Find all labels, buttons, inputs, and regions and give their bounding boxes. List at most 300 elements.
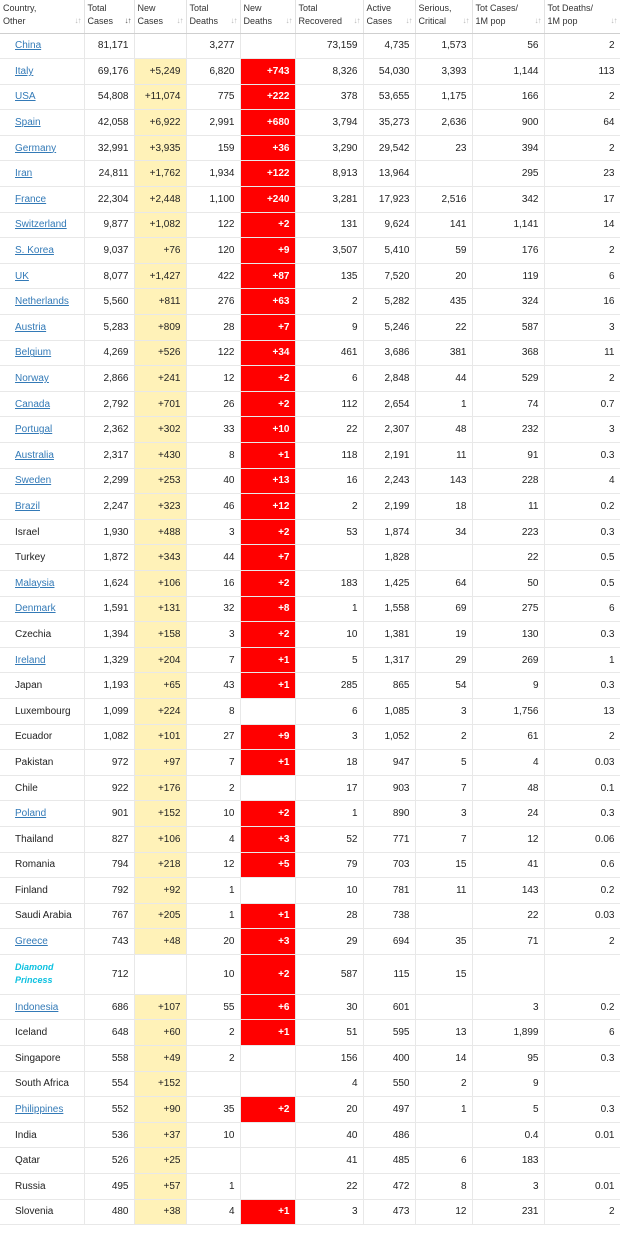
- cell-serious-critical: 1,175: [415, 84, 472, 110]
- cell-new-deaths: +2: [240, 1097, 295, 1123]
- table-row: [0, 698, 620, 724]
- cell-active-cases: 1,425: [363, 570, 415, 596]
- cell-deaths-per-1m: 2: [544, 33, 620, 59]
- cell-new-deaths: +122: [240, 161, 295, 187]
- table-row: [0, 1097, 620, 1123]
- cell-total-deaths: 122: [186, 212, 240, 238]
- table-row: [0, 878, 620, 904]
- cell-country[interactable]: Canada: [0, 391, 84, 417]
- cell-active-cases: 1,317: [363, 647, 415, 673]
- table-row: [0, 570, 620, 596]
- cell-deaths-per-1m: 0.3: [544, 519, 620, 545]
- cell-new-deaths: +13: [240, 468, 295, 494]
- cell-total-deaths: 2: [186, 1046, 240, 1072]
- cell-country[interactable]: Philippines: [0, 1097, 84, 1123]
- cell-cases-per-1m: [472, 954, 544, 994]
- cell-deaths-per-1m: 113: [544, 59, 620, 85]
- cell-country: Czechia: [0, 622, 84, 648]
- table-row: [0, 468, 620, 494]
- cell-active-cases: 53,655: [363, 84, 415, 110]
- cell-total-deaths: 4: [186, 1199, 240, 1225]
- cell-new-deaths: +1: [240, 750, 295, 776]
- cell-total-cases: 2,792: [84, 391, 134, 417]
- cell-total-recovered: 10: [295, 878, 363, 904]
- cell-new-deaths: +5: [240, 852, 295, 878]
- cell-total-recovered: 20: [295, 1097, 363, 1123]
- cell-new-deaths: +34: [240, 340, 295, 366]
- cell-country[interactable]: Italy: [0, 59, 84, 85]
- cell-cases-per-1m: 130: [472, 622, 544, 648]
- cell-total-deaths: 122: [186, 340, 240, 366]
- cell-total-cases: 22,304: [84, 187, 134, 213]
- cell-new-cases: +205: [134, 903, 186, 929]
- cell-new-cases: +176: [134, 775, 186, 801]
- cell-total-cases: 554: [84, 1071, 134, 1097]
- cell-new-deaths: +7: [240, 545, 295, 571]
- cell-total-recovered: 40: [295, 1122, 363, 1148]
- table-row: [0, 315, 620, 341]
- column-header-total-recovered[interactable]: [295, 0, 363, 33]
- cell-new-deaths: +2: [240, 212, 295, 238]
- table-row: [0, 852, 620, 878]
- cell-active-cases: 497: [363, 1097, 415, 1123]
- cell-active-cases: 1,558: [363, 596, 415, 622]
- cell-total-cases: 2,362: [84, 417, 134, 443]
- cell-total-deaths: 2,991: [186, 110, 240, 136]
- cell-serious-critical: 1,573: [415, 33, 472, 59]
- cell-total-cases: 9,877: [84, 212, 134, 238]
- column-header-new-deaths[interactable]: [240, 0, 295, 33]
- cell-serious-critical: 44: [415, 366, 472, 392]
- cell-new-cases: +38: [134, 1199, 186, 1225]
- cell-total-deaths: 6,820: [186, 59, 240, 85]
- column-header-label: Total Deaths: [189, 3, 219, 26]
- cell-total-cases: 1,930: [84, 519, 134, 545]
- cell-country: Russia: [0, 1174, 84, 1200]
- cell-active-cases: 1,381: [363, 622, 415, 648]
- cell-country[interactable]: Indonesia: [0, 994, 84, 1020]
- cell-country[interactable]: USA: [0, 84, 84, 110]
- cell-active-cases: 485: [363, 1148, 415, 1174]
- cell-total-cases: 1,193: [84, 673, 134, 699]
- cell-total-cases: 922: [84, 775, 134, 801]
- cell-cases-per-1m: 176: [472, 238, 544, 264]
- table-row: [0, 647, 620, 673]
- cell-country[interactable]: Austria: [0, 315, 84, 341]
- cell-country[interactable]: Poland: [0, 801, 84, 827]
- table-row: [0, 135, 620, 161]
- cell-cases-per-1m: 269: [472, 647, 544, 673]
- cell-cases-per-1m: 71: [472, 929, 544, 955]
- cell-total-cases: 2,317: [84, 443, 134, 469]
- cell-cases-per-1m: 22: [472, 903, 544, 929]
- cell-country[interactable]: Switzerland: [0, 212, 84, 238]
- cell-new-deaths: +1: [240, 1020, 295, 1046]
- column-header-label: Total Cases: [87, 3, 114, 26]
- column-header-active-cases[interactable]: [363, 0, 415, 33]
- cell-active-cases: 771: [363, 826, 415, 852]
- cell-country[interactable]: Greece: [0, 929, 84, 955]
- cell-new-deaths: +10: [240, 417, 295, 443]
- cell-active-cases: 400: [363, 1046, 415, 1072]
- column-header-country[interactable]: [0, 0, 84, 33]
- cell-cases-per-1m: 61: [472, 724, 544, 750]
- cell-new-cases: +11,074: [134, 84, 186, 110]
- cell-active-cases: 115: [363, 954, 415, 994]
- cell-new-cases: +57: [134, 1174, 186, 1200]
- cell-country[interactable]: UK: [0, 263, 84, 289]
- cell-serious-critical: 3: [415, 698, 472, 724]
- cell-deaths-per-1m: 0.5: [544, 545, 620, 571]
- cell-new-deaths: +2: [240, 622, 295, 648]
- cell-new-cases: +37: [134, 1122, 186, 1148]
- cell-total-recovered: 8,913: [295, 161, 363, 187]
- cell-total-cases: 686: [84, 994, 134, 1020]
- cell-country[interactable]: Denmark: [0, 596, 84, 622]
- cell-country: India: [0, 1122, 84, 1148]
- table-row: [0, 1020, 620, 1046]
- cell-total-recovered: 118: [295, 443, 363, 469]
- cell-country: Finland: [0, 878, 84, 904]
- cell-country: Turkey: [0, 545, 84, 571]
- cell-total-cases: 69,176: [84, 59, 134, 85]
- cell-serious-critical: 14: [415, 1046, 472, 1072]
- cell-cases-per-1m: 9: [472, 1071, 544, 1097]
- cell-new-cases: [134, 33, 186, 59]
- cell-total-deaths: 40: [186, 468, 240, 494]
- cell-total-deaths: 12: [186, 366, 240, 392]
- cell-serious-critical: 64: [415, 570, 472, 596]
- cell-serious-critical: 13: [415, 1020, 472, 1046]
- cell-new-cases: +65: [134, 673, 186, 699]
- cell-country[interactable]: Netherlands: [0, 289, 84, 315]
- cell-country[interactable]: China: [0, 33, 84, 59]
- cell-total-cases: 9,037: [84, 238, 134, 264]
- cell-deaths-per-1m: 0.2: [544, 994, 620, 1020]
- cell-country: Singapore: [0, 1046, 84, 1072]
- table-row: [0, 903, 620, 929]
- cell-new-deaths: +240: [240, 187, 295, 213]
- cell-active-cases: 54,030: [363, 59, 415, 85]
- cell-serious-critical: 2: [415, 724, 472, 750]
- cell-deaths-per-1m: 0.01: [544, 1122, 620, 1148]
- cell-new-cases: +204: [134, 647, 186, 673]
- cell-deaths-per-1m: 0.3: [544, 1097, 620, 1123]
- cell-cases-per-1m: 5: [472, 1097, 544, 1123]
- cell-deaths-per-1m: 2: [544, 1199, 620, 1225]
- cell-new-deaths: [240, 775, 295, 801]
- cell-new-cases: +101: [134, 724, 186, 750]
- sort-icon: ↓↑: [534, 16, 541, 25]
- cell-total-cases: 552: [84, 1097, 134, 1123]
- sort-icon: ↓↑: [230, 16, 237, 25]
- cell-cases-per-1m: 74: [472, 391, 544, 417]
- column-header-cases-per-1m[interactable]: [472, 0, 544, 33]
- table-row: [0, 750, 620, 776]
- table-row: [0, 1046, 620, 1072]
- cell-new-cases: +106: [134, 826, 186, 852]
- cell-new-deaths: +222: [240, 84, 295, 110]
- cell-country: Luxembourg: [0, 698, 84, 724]
- cell-total-cases: 4,269: [84, 340, 134, 366]
- cell-country[interactable]: Brazil: [0, 494, 84, 520]
- cell-serious-critical: 1: [415, 1097, 472, 1123]
- cell-total-recovered: 17: [295, 775, 363, 801]
- cell-deaths-per-1m: 0.2: [544, 494, 620, 520]
- cell-new-cases: +49: [134, 1046, 186, 1072]
- cell-cases-per-1m: 232: [472, 417, 544, 443]
- cell-new-deaths: [240, 33, 295, 59]
- cell-deaths-per-1m: 0.3: [544, 443, 620, 469]
- cell-country[interactable]: Malaysia: [0, 570, 84, 596]
- cell-serious-critical: 435: [415, 289, 472, 315]
- cell-total-cases: 2,866: [84, 366, 134, 392]
- table-row: [0, 443, 620, 469]
- cell-cases-per-1m: 1,756: [472, 698, 544, 724]
- cell-total-cases: 54,808: [84, 84, 134, 110]
- cell-cases-per-1m: 342: [472, 187, 544, 213]
- cell-deaths-per-1m: 14: [544, 212, 620, 238]
- cell-country[interactable]: Sweden: [0, 468, 84, 494]
- cell-deaths-per-1m: 2: [544, 929, 620, 955]
- cell-deaths-per-1m: [544, 954, 620, 994]
- cell-new-cases: +1,762: [134, 161, 186, 187]
- cell-total-deaths: 10: [186, 954, 240, 994]
- cell-total-recovered: 5: [295, 647, 363, 673]
- cell-active-cases: 550: [363, 1071, 415, 1097]
- cell-country[interactable]: Iran: [0, 161, 84, 187]
- cell-cases-per-1m: 143: [472, 878, 544, 904]
- cell-cases-per-1m: 231: [472, 1199, 544, 1225]
- cell-country[interactable]: Norway: [0, 366, 84, 392]
- cell-cases-per-1m: 1,899: [472, 1020, 544, 1046]
- cell-active-cases: 2,848: [363, 366, 415, 392]
- cell-country[interactable]: Portugal: [0, 417, 84, 443]
- cell-cases-per-1m: 22: [472, 545, 544, 571]
- cell-total-deaths: 3,277: [186, 33, 240, 59]
- cell-total-cases: 24,811: [84, 161, 134, 187]
- cell-new-deaths: +8: [240, 596, 295, 622]
- cell-total-cases: 495: [84, 1174, 134, 1200]
- cell-new-cases: +302: [134, 417, 186, 443]
- cell-serious-critical: 48: [415, 417, 472, 443]
- cell-total-deaths: 26: [186, 391, 240, 417]
- cell-deaths-per-1m: 0.1: [544, 775, 620, 801]
- cell-total-recovered: 18: [295, 750, 363, 776]
- cell-total-cases: 972: [84, 750, 134, 776]
- cell-serious-critical: [415, 161, 472, 187]
- table-row: [0, 1199, 620, 1225]
- table-row: [0, 289, 620, 315]
- table-row: [0, 263, 620, 289]
- column-header-total-cases[interactable]: [84, 0, 134, 33]
- cell-total-cases: 743: [84, 929, 134, 955]
- cell-deaths-per-1m: 0.03: [544, 750, 620, 776]
- cell-deaths-per-1m: 0.3: [544, 673, 620, 699]
- cell-deaths-per-1m: 2: [544, 238, 620, 264]
- cell-cases-per-1m: 223: [472, 519, 544, 545]
- table-row: [0, 673, 620, 699]
- cell-new-deaths: +2: [240, 801, 295, 827]
- cell-serious-critical: 19: [415, 622, 472, 648]
- column-header-total-deaths[interactable]: [186, 0, 240, 33]
- cell-active-cases: 17,923: [363, 187, 415, 213]
- cell-new-cases: +343: [134, 545, 186, 571]
- cell-deaths-per-1m: 6: [544, 596, 620, 622]
- column-header-new-cases[interactable]: [134, 0, 186, 33]
- cell-total-deaths: 1,934: [186, 161, 240, 187]
- cell-new-deaths: +1: [240, 647, 295, 673]
- table-row: [0, 340, 620, 366]
- cell-country[interactable]: S. Korea: [0, 238, 84, 264]
- cell-cases-per-1m: 1,144: [472, 59, 544, 85]
- table-row: [0, 84, 620, 110]
- cell-deaths-per-1m: 2: [544, 366, 620, 392]
- cell-country: Ecuador: [0, 724, 84, 750]
- header-row: [0, 0, 620, 33]
- cell-total-cases: 536: [84, 1122, 134, 1148]
- table-row: [0, 494, 620, 520]
- cell-total-deaths: 8: [186, 443, 240, 469]
- column-header-deaths-per-1m[interactable]: [544, 0, 620, 33]
- cell-total-cases: 2,299: [84, 468, 134, 494]
- cell-total-recovered: 2: [295, 289, 363, 315]
- cell-total-cases: 794: [84, 852, 134, 878]
- cell-total-recovered: 41: [295, 1148, 363, 1174]
- cell-total-recovered: 6: [295, 698, 363, 724]
- cell-new-deaths: +3: [240, 826, 295, 852]
- cell-new-deaths: [240, 1174, 295, 1200]
- cell-new-deaths: +9: [240, 238, 295, 264]
- cell-country: Iceland: [0, 1020, 84, 1046]
- cell-total-recovered: [295, 545, 363, 571]
- cell-new-deaths: +2: [240, 519, 295, 545]
- column-header-label: Serious, Critical: [418, 3, 452, 26]
- cell-cases-per-1m: 900: [472, 110, 544, 136]
- cell-serious-critical: [415, 994, 472, 1020]
- cell-country[interactable]: Australia: [0, 443, 84, 469]
- cell-cases-per-1m: 50: [472, 570, 544, 596]
- column-header-serious-critical[interactable]: [415, 0, 472, 33]
- cell-country: Romania: [0, 852, 84, 878]
- cell-total-cases: 1,329: [84, 647, 134, 673]
- cell-serious-critical: 143: [415, 468, 472, 494]
- cell-total-cases: 8,077: [84, 263, 134, 289]
- cell-total-cases: 5,283: [84, 315, 134, 341]
- cell-serious-critical: 59: [415, 238, 472, 264]
- cell-new-deaths: +12: [240, 494, 295, 520]
- cell-country[interactable]: Germany: [0, 135, 84, 161]
- cell-total-deaths: 20: [186, 929, 240, 955]
- cell-new-cases: +430: [134, 443, 186, 469]
- cell-new-deaths: +3: [240, 929, 295, 955]
- cell-total-recovered: 112: [295, 391, 363, 417]
- cell-total-deaths: 4: [186, 826, 240, 852]
- cell-new-cases: +1,082: [134, 212, 186, 238]
- cell-total-deaths: 422: [186, 263, 240, 289]
- cell-cases-per-1m: 324: [472, 289, 544, 315]
- cell-new-cases: +92: [134, 878, 186, 904]
- cell-total-cases: 1,591: [84, 596, 134, 622]
- cell-active-cases: 5,282: [363, 289, 415, 315]
- cell-active-cases: 1,874: [363, 519, 415, 545]
- cell-total-cases: 2,247: [84, 494, 134, 520]
- cell-total-recovered: 28: [295, 903, 363, 929]
- cell-total-deaths: 2: [186, 1020, 240, 1046]
- cell-total-deaths: 46: [186, 494, 240, 520]
- cell-cases-per-1m: 1,141: [472, 212, 544, 238]
- cell-total-cases: 767: [84, 903, 134, 929]
- cell-deaths-per-1m: 0.2: [544, 878, 620, 904]
- cell-serious-critical: 22: [415, 315, 472, 341]
- cell-deaths-per-1m: [544, 1071, 620, 1097]
- cell-serious-critical: 3,393: [415, 59, 472, 85]
- cell-new-cases: +152: [134, 801, 186, 827]
- cell-country[interactable]: Ireland: [0, 647, 84, 673]
- cell-total-recovered: 22: [295, 417, 363, 443]
- cell-deaths-per-1m: 0.3: [544, 622, 620, 648]
- cell-deaths-per-1m: 13: [544, 698, 620, 724]
- cell-cases-per-1m: 3: [472, 1174, 544, 1200]
- cell-deaths-per-1m: 2: [544, 84, 620, 110]
- cell-total-deaths: 35: [186, 1097, 240, 1123]
- table-row: [0, 929, 620, 955]
- cell-new-cases: +526: [134, 340, 186, 366]
- cell-deaths-per-1m: 0.3: [544, 801, 620, 827]
- cell-total-cases: 42,058: [84, 110, 134, 136]
- table-row: [0, 33, 620, 59]
- cell-active-cases: 3,686: [363, 340, 415, 366]
- column-header-label: Country, Other: [3, 3, 37, 26]
- cell-cases-per-1m: 11: [472, 494, 544, 520]
- cell-new-cases: +158: [134, 622, 186, 648]
- cell-country[interactable]: Belgium: [0, 340, 84, 366]
- cell-total-deaths: 7: [186, 647, 240, 673]
- cell-total-deaths: 3: [186, 519, 240, 545]
- cell-total-deaths: [186, 1148, 240, 1174]
- cell-total-recovered: 52: [295, 826, 363, 852]
- cell-total-recovered: 1: [295, 596, 363, 622]
- cell-active-cases: 1,085: [363, 698, 415, 724]
- cell-deaths-per-1m: 4: [544, 468, 620, 494]
- cell-new-cases: +224: [134, 698, 186, 724]
- table-row: [0, 801, 620, 827]
- cell-serious-critical: 69: [415, 596, 472, 622]
- cell-serious-critical: 6: [415, 1148, 472, 1174]
- cell-new-cases: +5,249: [134, 59, 186, 85]
- cell-new-cases: +218: [134, 852, 186, 878]
- table-row: [0, 724, 620, 750]
- cell-country[interactable]: Spain: [0, 110, 84, 136]
- cell-serious-critical: 54: [415, 673, 472, 699]
- cell-country[interactable]: France: [0, 187, 84, 213]
- cell-total-cases: 1,082: [84, 724, 134, 750]
- cell-new-cases: +2,448: [134, 187, 186, 213]
- cell-new-deaths: +87: [240, 263, 295, 289]
- cell-new-deaths: +36: [240, 135, 295, 161]
- cell-total-recovered: 53: [295, 519, 363, 545]
- cell-total-recovered: 1: [295, 801, 363, 827]
- table-row: [0, 826, 620, 852]
- cell-active-cases: 29,542: [363, 135, 415, 161]
- cell-new-cases: +76: [134, 238, 186, 264]
- cell-cases-per-1m: 24: [472, 801, 544, 827]
- cell-new-cases: +60: [134, 1020, 186, 1046]
- cell-total-deaths: 16: [186, 570, 240, 596]
- cell-cases-per-1m: 56: [472, 33, 544, 59]
- cell-country: Israel: [0, 519, 84, 545]
- cell-total-deaths: 276: [186, 289, 240, 315]
